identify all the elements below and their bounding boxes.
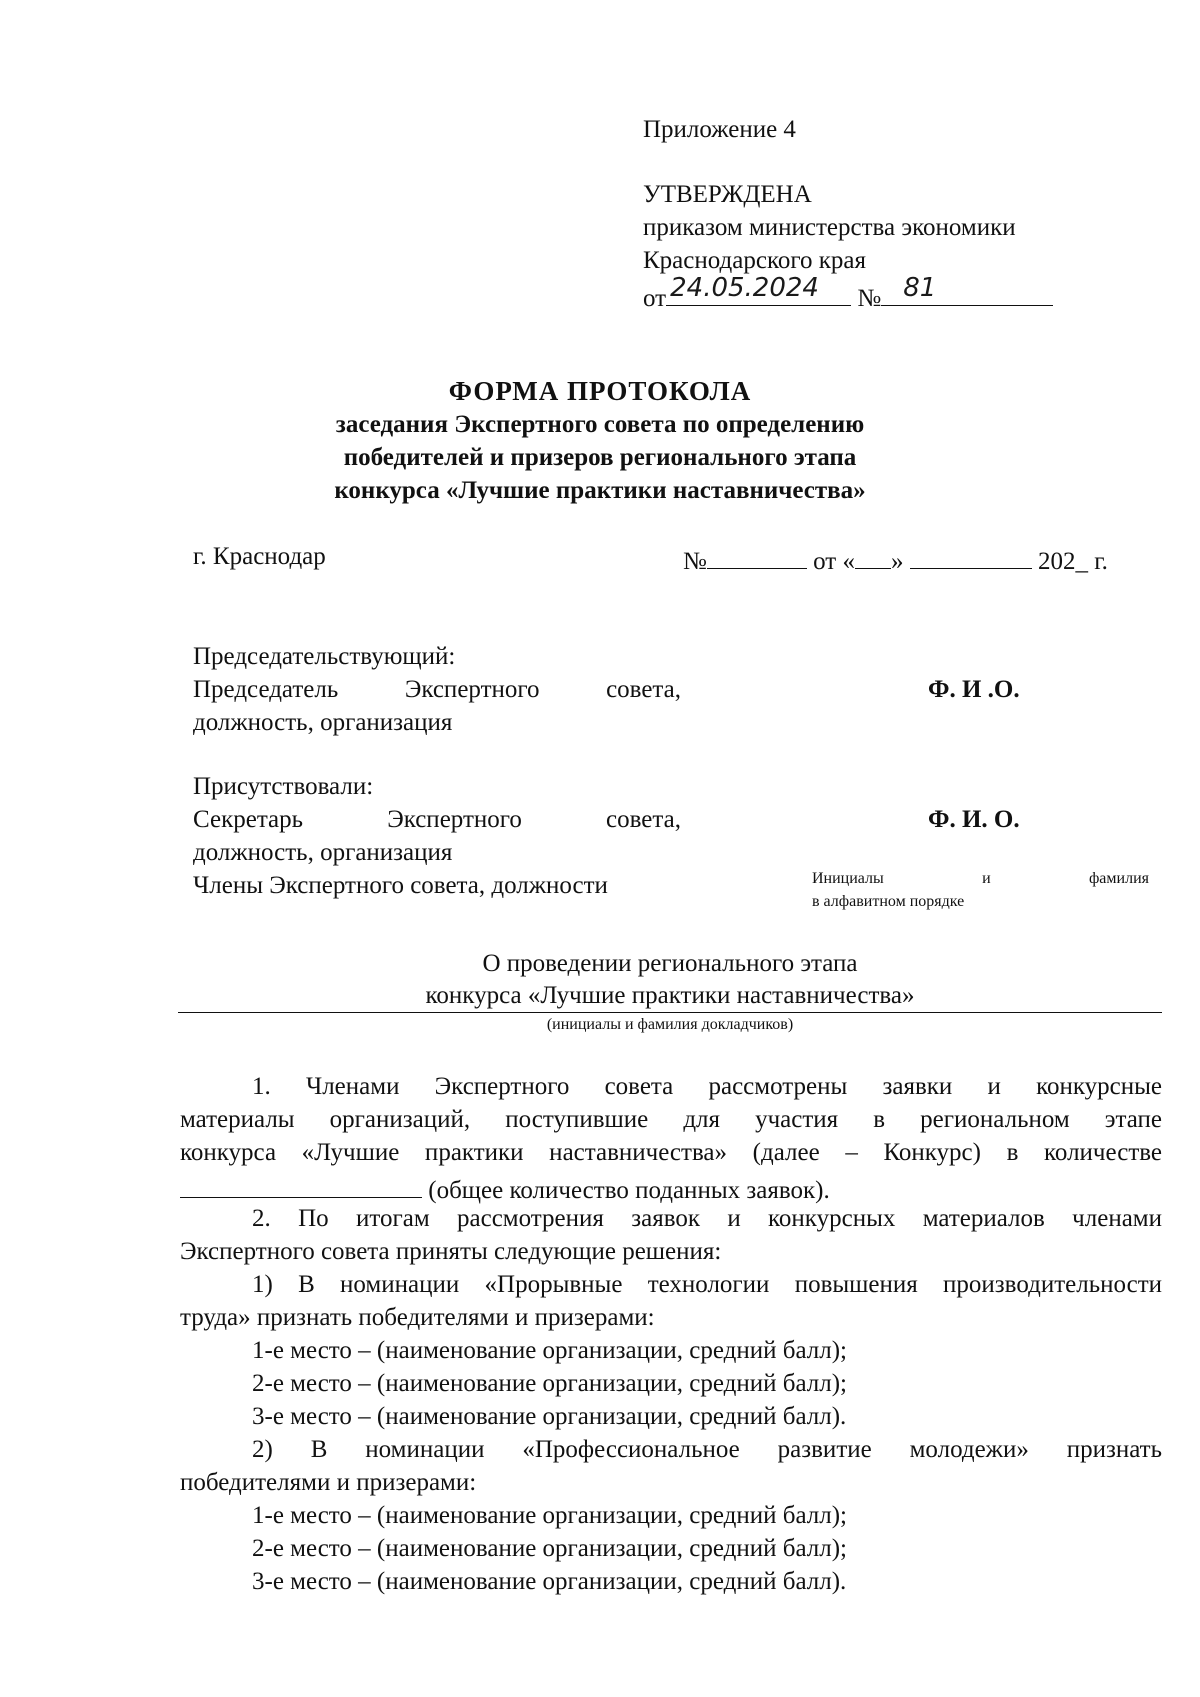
members-label: Члены Экспертного совета, должности (193, 872, 608, 899)
members-note-word-3: фамилия (1088, 870, 1149, 887)
chair-role (193, 676, 681, 704)
protocol-date-close-quote: » (890, 548, 904, 575)
title-sub-2: победителей и призеров регионального этапа (343, 444, 857, 471)
secretary-role-word-1: Секретарь (193, 806, 304, 833)
approved-label: УТВЕРЖДЕНА (643, 181, 812, 208)
members-note (812, 870, 1149, 888)
members-note-line-2: в алфавитном порядке (812, 893, 965, 910)
p1-line-3: конкурса «Лучшие практики наставничества» (далее – Конкурс) в количестве (180, 1139, 1162, 1166)
n2-place-3: 3-е место – (наименование организации, средний балл). (252, 1568, 847, 1595)
n1-place-1: 1-е место – (наименование организации, средний балл); (252, 1337, 847, 1364)
city-label: г. Краснодар (193, 543, 326, 570)
topic-underline (178, 1012, 1162, 1013)
secretary-position: должность, организация (193, 839, 453, 866)
n2-place-2: 2-е место – (наименование организации, средний балл); (252, 1535, 847, 1562)
protocol-number-prefix: № (683, 548, 707, 575)
title-sub-3: конкурса «Лучшие практики наставничества» (334, 477, 866, 504)
n1-line-1: 1) В номинации «Прорывные технологии повышения производительности (252, 1271, 1162, 1298)
protocol-month-field (910, 543, 1032, 569)
members-note-word-1: Инициалы (812, 870, 884, 887)
p1-line-4-text: (общее количество поданных заявок). (428, 1177, 830, 1204)
chair-role-word-2: Экспертного (404, 676, 540, 703)
appendix-label: Приложение 4 (643, 116, 796, 143)
chair-role-word-3: совета, (606, 676, 681, 703)
region-line: Краснодарского края (643, 247, 866, 274)
topic-line-2: конкурса «Лучшие практики наставничества» (425, 982, 915, 1009)
protocol-number-date (683, 543, 1108, 576)
n1-place-2: 2-е место – (наименование организации, средний балл); (252, 1370, 847, 1397)
p1-line-1: 1. Членами Экспертного совета рассмотрены заявки и конкурсные (252, 1073, 1162, 1100)
chair-heading: Председательствующий: (193, 643, 456, 670)
topic-caption: (инициалы и фамилия докладчиков) (546, 1016, 794, 1033)
protocol-day-field (855, 543, 891, 569)
protocol-date-prefix: от « (813, 548, 855, 575)
applications-count-field (180, 1172, 422, 1198)
order-date-number (643, 273, 1053, 313)
number-field (881, 273, 1053, 306)
secretary-role-word-3: совета, (606, 806, 681, 833)
number-prefix: № (857, 285, 882, 312)
n1-place-3: 3-е место – (наименование организации, средний балл). (252, 1403, 847, 1430)
date-prefix: от (643, 285, 667, 312)
chair-role-word-1: Председатель (193, 676, 339, 703)
handwritten-number: 81 (903, 273, 937, 303)
title-sub-1: заседания Экспертного совета по определению (335, 411, 865, 438)
order-line: приказом министерства экономики (643, 214, 1016, 241)
secretary-role (193, 806, 681, 834)
document-title: ФОРМА ПРОТОКОЛА (448, 376, 752, 406)
n1-line-2: труда» признать победителями и призерами: (180, 1304, 655, 1331)
protocol-number-field (707, 543, 807, 569)
p1-line-2: материалы организаций, поступившие для участия в региональном этапе (180, 1106, 1162, 1133)
present-heading: Присутствовали: (193, 773, 374, 800)
n2-line-1: 2) В номинации «Профессиональное развитие молодежи» признать (252, 1436, 1162, 1463)
chair-fio: Ф. И .О. (928, 676, 1020, 703)
date-field (666, 273, 851, 306)
members-note-word-2: и (982, 870, 991, 887)
protocol-year: 202_ г. (1037, 548, 1108, 575)
p2-line-2: Экспертного совета приняты следующие решения: (180, 1238, 722, 1265)
secretary-fio: Ф. И. О. (928, 806, 1020, 833)
chair-position: должность, организация (193, 709, 453, 736)
n2-line-2: победителями и призерами: (180, 1469, 477, 1496)
secretary-role-word-2: Экспертного (387, 806, 522, 833)
topic-line-1: О проведении регионального этапа (482, 950, 858, 977)
p1-line-4 (180, 1172, 830, 1205)
handwritten-date: 24.05.2024 (670, 273, 819, 303)
p2-line-1: 2. По итогам рассмотрения заявок и конкурсных материалов членами (252, 1205, 1162, 1232)
n2-place-1: 1-е место – (наименование организации, средний балл); (252, 1502, 847, 1529)
